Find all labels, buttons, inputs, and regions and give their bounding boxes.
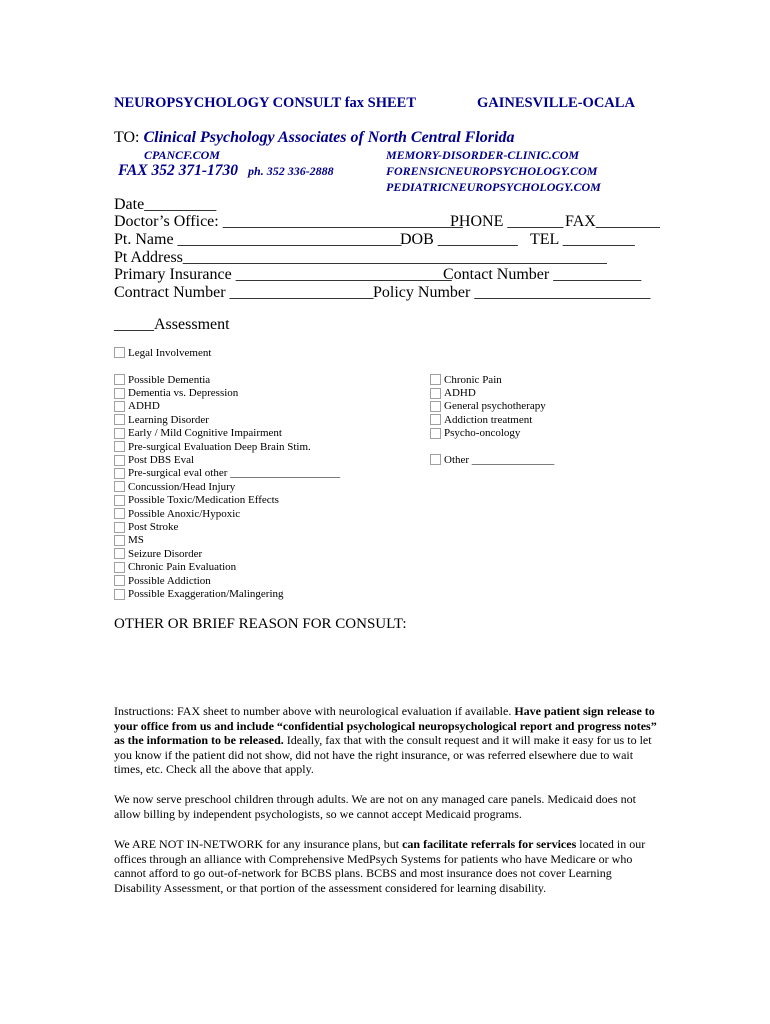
option-label: Chronic Pain Evaluation (128, 561, 237, 574)
checklist-option[interactable] (114, 574, 211, 587)
checklist-option[interactable] (114, 494, 279, 507)
checklist-option[interactable] (114, 400, 160, 413)
checkbox[interactable] (114, 374, 125, 385)
checkbox[interactable] (430, 388, 441, 399)
checkbox[interactable] (430, 454, 441, 465)
doctor-office-field[interactable]: Doctor’s Office: ______________________________ (114, 213, 463, 230)
option-label: ADHD (444, 387, 476, 400)
checklist-option[interactable] (114, 561, 236, 574)
option-label: Pre-surgical eval other ____________________ (128, 467, 341, 480)
network-text-1: We ARE NOT IN-NETWORK for any insurance plans, but (114, 837, 403, 851)
policy-number-field[interactable]: Policy Number ______________________ (373, 284, 651, 301)
checkbox[interactable] (430, 374, 441, 385)
option-label: ADHD (128, 400, 160, 413)
option-label: Early / Mild Cognitive Impairment (128, 427, 282, 440)
phone-field[interactable]: PHONE _______ (450, 213, 564, 230)
fax-phone-line (118, 162, 334, 180)
location-title: GAINESVILLE-OCALA (477, 95, 635, 111)
option-label: Chronic Pain (444, 373, 502, 386)
checkbox[interactable] (114, 495, 125, 506)
checkbox[interactable] (114, 522, 125, 533)
option-label: Possible Dementia (128, 373, 211, 386)
option-label: Seizure Disorder (128, 547, 203, 560)
checkbox[interactable] (114, 468, 125, 479)
checklist-option[interactable] (430, 373, 502, 386)
fax-field[interactable]: FAX________ (565, 213, 660, 230)
checklist-option[interactable] (430, 413, 532, 426)
dob-field[interactable]: DOB __________ (400, 231, 518, 248)
instructions-bold: Have patient sign release to your office from us and include “confidential psychological neuropsychological report and progress notes” as the information to be released. (114, 704, 657, 748)
checkbox[interactable] (114, 414, 125, 425)
option-label: Concussion/Head Injury (128, 480, 236, 493)
primary-insurance-field[interactable]: Primary Insurance ___________________________ (114, 266, 452, 283)
checkbox[interactable] (114, 575, 125, 586)
option-label: General psychotherapy (444, 400, 546, 413)
to-prefix: TO: (114, 129, 140, 146)
network-text-2: located in our offices through an alliance with Comprehensive MedPsych Systems for patients who have Medicare or who cannot afford to go out-of-network for BCBS plans. BCBS and most insurance does not cover Learning Disability Assessment, or that portion of the assessment considered for learning disability. (114, 837, 646, 895)
checklist-option[interactable] (114, 587, 284, 600)
checklist-option[interactable] (114, 453, 194, 466)
contact-number-field[interactable]: Contact Number ___________ (443, 266, 642, 283)
option-label: Dementia vs. Depression (128, 387, 239, 400)
checkbox[interactable] (114, 562, 125, 573)
option-label: Post DBS Eval (128, 454, 195, 467)
checkbox[interactable] (114, 401, 125, 412)
option-label: Other _______________ (444, 453, 555, 466)
option-label: Psycho-oncology (444, 427, 521, 440)
option-label: Learning Disorder (128, 413, 209, 426)
option-label: Post Stroke (128, 521, 179, 534)
site-cpancf: CPANCF.COM (144, 148, 220, 162)
option-label: Addiction treatment (444, 413, 533, 426)
checklist-option[interactable] (114, 507, 240, 520)
option-label: MS (128, 534, 144, 547)
network-paragraph (114, 837, 659, 895)
tel-field[interactable]: TEL _________ (530, 231, 635, 248)
checkbox[interactable] (114, 548, 125, 559)
checklist-option[interactable] (430, 400, 546, 413)
assessment-field[interactable]: _____Assessment (114, 316, 230, 333)
date-field[interactable]: Date_________ (114, 196, 217, 213)
instructions-text-2: Ideally, fax that with the consult request and it will make it easy for us to let you know if the patient did not show, did not have the right insurance, or was referred elsewhere due to wait times, etc. Check all the above that apply. (114, 733, 652, 777)
option-label: Pre-surgical Evaluation Deep Brain Stim. (128, 440, 311, 453)
checkbox[interactable] (114, 441, 125, 452)
to-line (114, 129, 514, 147)
checklist-option[interactable] (114, 480, 235, 493)
site-forensic: FORENSICNEUROPSYCHOLOGY.COM (386, 164, 598, 178)
checkbox[interactable] (114, 508, 125, 519)
other-option[interactable] (430, 453, 554, 466)
pt-address-field[interactable]: Pt Address_____________________________________________________ (114, 249, 607, 266)
instructions-paragraph (114, 704, 659, 777)
checkbox[interactable] (114, 347, 125, 358)
network-bold: can facilitate referrals for services (402, 837, 577, 851)
checklist-option[interactable] (114, 373, 210, 386)
checklist-option[interactable] (114, 520, 178, 533)
legal-involvement-option[interactable] (114, 346, 211, 359)
checkbox[interactable] (114, 455, 125, 466)
preschool-paragraph: We now serve preschool children through adults. We are not on any managed care panels. Medicaid does not allow billing by independent psychologists, so we cannot accept Medicaid programs. (114, 792, 637, 821)
checklist-option[interactable] (114, 440, 311, 453)
checkbox[interactable] (430, 401, 441, 412)
form-title: NEUROPSYCHOLOGY CONSULT fax SHEET (114, 95, 417, 111)
phone-number: ph. 352 336-2888 (248, 164, 334, 178)
option-label: Possible Anoxic/Hypoxic (128, 507, 241, 520)
checklist-option[interactable] (114, 427, 282, 440)
instructions-text-1: Instructions: FAX sheet to number above with neurological evaluation if available. (114, 704, 515, 718)
checklist-option[interactable] (430, 427, 520, 440)
checkbox[interactable] (114, 388, 125, 399)
checkbox[interactable] (114, 535, 125, 546)
pt-name-field[interactable]: Pt. Name ____________________________ (114, 231, 402, 248)
site-pediatric: PEDIATRICNEUROPSYCHOLOGY.COM (386, 180, 601, 194)
site-memory: MEMORY-DISORDER-CLINIC.COM (386, 148, 580, 162)
contract-number-field[interactable]: Contract Number __________________ (114, 284, 374, 301)
fax-number: FAX 352 371-1730 (118, 162, 239, 179)
option-label: Possible Addiction (128, 574, 211, 587)
recipient-org: Clinical Psychology Associates of North Central Florida (143, 129, 515, 146)
checklist-option[interactable] (114, 534, 144, 547)
checkbox[interactable] (114, 589, 125, 600)
option-label: Legal Involvement (128, 346, 212, 359)
checkbox[interactable] (114, 428, 125, 439)
checklist-option[interactable] (114, 386, 238, 399)
checkbox[interactable] (114, 481, 125, 492)
checklist-option[interactable] (114, 547, 202, 560)
checklist-option[interactable] (114, 413, 209, 426)
option-label: Possible Exaggeration/Malingering (128, 588, 284, 601)
checklist-option[interactable] (430, 386, 476, 399)
reason-heading: OTHER OR BRIEF REASON FOR CONSULT: (114, 616, 407, 632)
checklist-option[interactable] (114, 467, 340, 480)
checkbox[interactable] (430, 414, 441, 425)
checkbox[interactable] (430, 428, 441, 439)
option-label: Possible Toxic/Medication Effects (128, 494, 279, 507)
